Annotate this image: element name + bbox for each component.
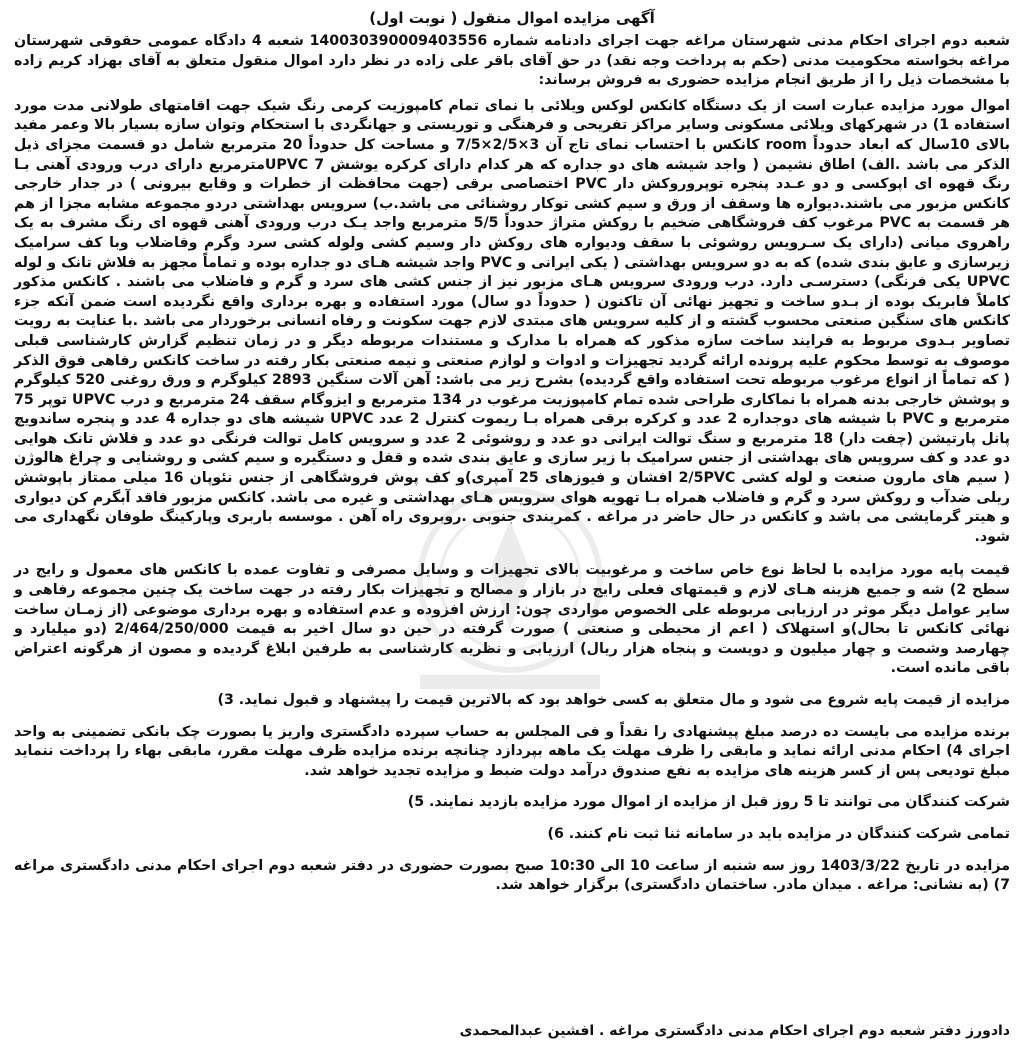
notice-item-1: اموال مورد مزایده عبارت است از یک دستگاه کانکس لوکس ویلائی با نمای تمام کامپوزیت کرمی رنگ شیک جهت اقامتهای طولانی مدت مورد استفاده 1) در شهرکهای ویلائی مسکونی وسایر مراکز تفریحی و فرهنگی و توریستی و جهانگردی با استحکام وتوان سازه بسیار بالا وعمر مفید بالای 10سال که ابعاد حدوداً room کانکس با احتساب نمای تاج آن 3×2/5×7/5 و مساحت کل حدوداً 20 مترمربع شامل دو قسمت مجزای ذیل الذکر می باشد .الف) اطاق نشیمن ( واجد شیشه های دو جداره که هر کدام دارای کرکره یوشش UPVC 7مترمربع دارای درب ورودی آهنی بـا رنگ قهوه ای اپوکسی و دو عـدد پنجره توپروروکش دار PVC اختصاصی برقی (جهت محافظت از خطرات و وقایع بیرونی ) در جدار خارجی کانکس مزبور می باشند.دیواره ها وسقف از ورق و سیم کشی توکار روشنائی می باشد.ب) سرویس بهداشتی دردو مجموعه مشابه مجزا از هم هر قسمت به PVC مرغوب کف فروشگاهی ضخیم با روکش متراژ حدوداً 5/5 مترمربع واجد یـک درب ورودی آهنی قهوه ای رنگ مشرف به یک راهروی میانی (دارای یک سـرویس روشوئی با سقف ودیواره های روکش دار وسیم کشی ولوله کشی سرد وگرم وفاضلاب وبا کف سرامیک زیرسازی و عایق بندی شده) که به دو سرویس بهداشتی ( یکی ایرانی و PVC واجد شیشه هـای دو جداره بوده و تماماً مجهز به فلاش تانک و لوله UPVC یکی فرنگی) دسترسـی دارد. درب ورودی سرویس هـای مزبور نیز از جنس کشی های سرد و گرم و فاضلاب می باشند . کانکس مذکور کاملاً فابریک بوده از بـدو ساخت و تجهیز نهائی آن تاکنون ( حدوداً دو سال) مورد استفاده و بهره برداری واقع نگردیده است ضمن آنکه جزء کانکس های سنگین صنعتی محسوب گشته و از کلیه سرویس های مبتدی لازم جهت سکونت و رفاه انسانی برخوردار می باشد .با عنایت به رویت تصاویر بـدوی مربوط به فرایند ساخت سازه مذکور که همراه با مدارک و مستندات مربوطه دیگر و در زمان تنظیم گزارش کارشناسی قبلی موصوف به توسط محکوم علیه پرونده ارائه گردید تجهیزات و ادوات و لوازم صنعتی و نیمه صنعتی بکار رفته در ساخت کانکس رفاهی فوق الذکر ( که تماماً از انواع مرغوب مربوطه تحت استفاده واقع گردیده) بشرح زیر می باشد: آهن آلات سنگین 2893 کیلوگرم و ورق روغنی 520 کیلوگرم و پوشش خارجی بدنه همراه با نماکاری طراحی شده تمام کامپوزیت مرغوب در 134 مترمربع و ایزوگام سقف 24 مترمربع و درب UPVC توپر 75 مترمربع و PVC با شیشه های دوجداره 2 عدد و کرکره برقی همراه بـا ریموت کنترل 2 عدد UPVC شیشه های دو جداره 4 عدد و پنجره ساندویچ پانل پارتیشن (چفت دار) 18 مترمربع و سنگ توالت ایرانی دو عدد و روشوئی 2 عدد و سرویس کامل توالت فرنگی دو عدد و فلاش تانک هوایی دو عدد و کف سرویس های بهداشتی از جنس سرامیک با زیر سازی و عایق بندی شده و قفل و دستگیره و سیم کشی و روشنایی و چراغ هالوژن ( سیم های مارون صنعت و لوله کشی 2/5PVC افشان و فیوزهای 25 آمپری)و کف پوش فروشگاهی از جنس نئوپان 16 میلی ممتاز باپوشش ریلی ضدآب و روکش سرد و گرم و فاضلاب همراه بـا تهویه هوای سرویس هـای بهداشتی و غیره می باشد. کانکس مزبور فاقد آبگرم کن دیواری و هیتر گرمایشی می باشد و کانکس در حال حاضر در مراغه . کمربندی جنوبی .روبروی راه آهن . موسسه باربری وپارکینگ طوفان نگهداری می شود.	[14, 97, 1011, 545]
notice-item-5: شرکت کنندگان می توانند تا 5 روز قبل از مزایده از اموال مورد مزایده بازدید نمایند. 5)	[407, 794, 1010, 811]
notice-signature: دادورز دفتر شعبه دوم اجرای احکام مدنی دادگستری مراغه . افشین عبدالمحمدی	[459, 1023, 1010, 1039]
notice-item-4: برنده مزایده می بایست ده درصد مبلغ پیشنهادی را نقداً و فی المجلس به حساب سپرده دادگستری واریز یا بصورت چک بانکی تضمینی به واحد اجرای 4) احکام مدنی ارائه نماید و مابقی را ظرف مهلت یک ماهه بپردازد چنانچه برنده مزایده ظرف مهلت مقرر، مابقی بهاء را پرداخت ننماید مبلغ تودیعی پس از کسر هزینه های مزایده به نفع صندوق درآمد دولت ضبط و مزایده تجدید خواهد شد.	[14, 723, 1010, 779]
notice-item-2: قیمت پایه مورد مزایده با لحاظ نوع خاص ساخت و مرغوبیت بالای تجهیزات و وسایل مصرفی و تفاوت عمده با کانکس های معمول و رایج در سطح 2) شه و جمیع هزینه هـای لازم و قیمتهای فعلی رایج در بازار و مصالح و تجهیزات بکار رفته در جهت ساخت یک چنین مجموعه رفاهی و سایر عوامل دیگر موثر در ارزیابی مربوطه علی الخصوص مواردی چون: ارزش افزوده و عدم استفاده و بهره برداری موضوعی (از زمـان ساخت نهائی کانکس تا بحال)و استهلاک ( اعم از محیطی و صنعتی ) صورت گرفته در حین دو سال اخیر به قیمت 2/464/250/000 (دو میلیارد و چهارصد وشصت و چهار میلیون و دویست و پنجاه هزار ریال) ارزیابی و نظریه کارشناسی به طرفین ابلاغ گردیده و مصون از هرگونه اعتراض باقی مانده است.	[14, 562, 1011, 677]
notice-item-7: مزایده در تاریخ 1403/3/22 روز سه شنبه از ساعت 10 الی 10:30 صبح بصورت حضوری در دفتر شعبه دوم اجرای احکام مدنی دادگستری مراغه 7) (به نشانی: مراغه . میدان مادر. ساختمان دادگستری) برگزار خواهد شد.	[14, 857, 1010, 894]
notice-item-3: مزایده از قیمت پایه شروع می شود و مال متعلق به کسی خواهد بود که بالاترین قیمت را پیشنهاد و قبول نماید. 3)	[217, 692, 1010, 708]
notice-title: آگهی مزایده اموال منقول ( نوبت اول)	[369, 9, 655, 27]
notice-item-6: تمامی شرکت کنندگان در مزایده باید در سامانه ثنا ثبت نام کنند. 6)	[547, 825, 1010, 842]
notice-intro: شعبه دوم اجرای احکام مدنی شهرستان مراغه جهت اجرای دادنامه شماره 140030390009403556 شعبه 4 دادگاه عمومی حقوقی شهرستان مراغه بخواسته محکومیت مدنی (حکم به پرداخت وجه نقد) در حق آقای باقر علی زاده در نظر دارد اموال منقول متعلق به آقای بهزاد کریم زاده با مشخصات ذیل را از طریق انجام مزایده حضوری به فروش برساند:	[14, 33, 1010, 89]
